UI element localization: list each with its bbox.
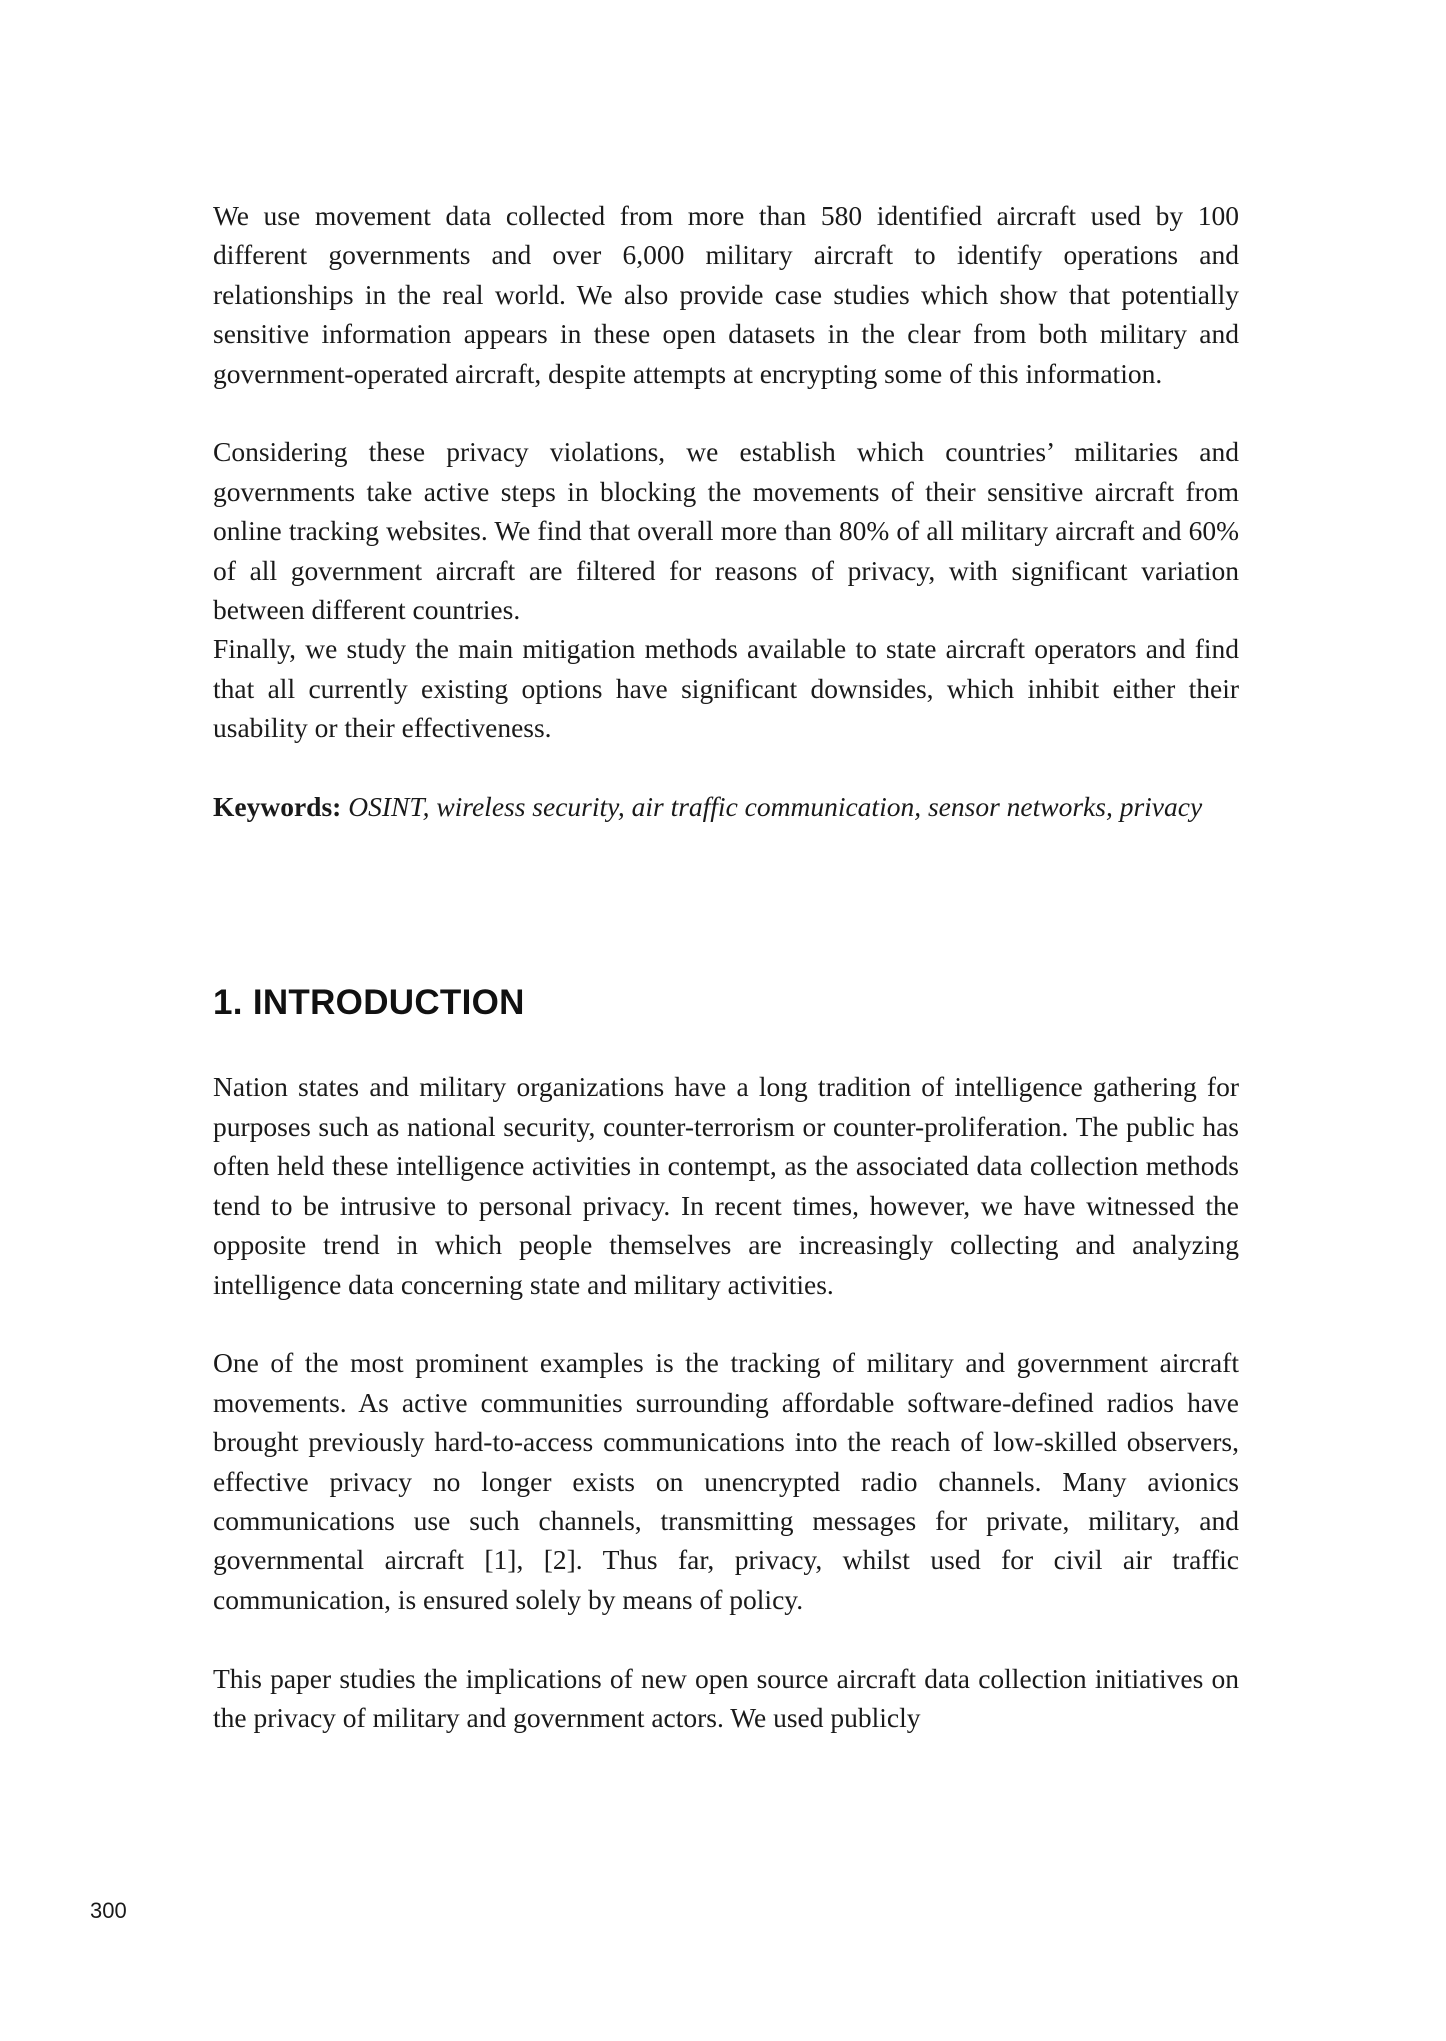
abstract-paragraph-2: Considering these privacy violations, we establish which countries’ militaries and governments take active steps in blocking the movements of their sensitive aircraft from online tracking websites. We find that overall more than 80% of all military aircraft and 60% of all government aircraft are filtered for reasons of privacy, with significant variation between different countries. [213,436,1239,626]
section-heading-introduction: 1. INTRODUCTION [213,983,525,1023]
introduction-paragraph-1: Nation states and military organizations have a long tradition of intelligence gathering for purposes such as national security, counter-terrorism or counter-proliferation. The public has often held these intelligence activities in contempt, as the associated data collection methods tend to be intrusive to personal privacy. In recent times, however, we have witnessed the opposite trend in which people themselves are increasingly collecting and analyzing intelligence data concerning state and military activities. [213,1071,1239,1300]
introduction-paragraph-3: This paper studies the implications of new open source aircraft data collection initiatives on the privacy of military and government actors. We used publicly [213,1662,1239,1733]
keywords-label: Keywords: [213,791,342,823]
abstract-paragraph-1: We use movement data collected from more than 580 identified aircraft used by 100 different governments and over 6,000 military aircraft to identify operations and relationships in the real world. We also provide case studies which show that potentially sensitive information appears in these open datasets in the clear from both military and government-operated aircraft, despite attempts at encrypting some of this information. [213,200,1239,389]
text-column [213,196,1239,1737]
introduction-paragraph-2: One of the most prominent examples is the tracking of military and government aircraft movements. As active communities surrounding affordable software-defined radios have brought previously hard-to-access communications into the reach of low-skilled observers, effective privacy no longer exists on unencrypted radio channels. Many avionics communications use such channels, transmitting messages for private, military, and governmental aircraft [1], [2]. Thus far, privacy, whilst used for civil air traffic communication, is ensured solely by means of policy. [213,1347,1239,1615]
keywords-list: OSINT, wireless security, air traffic communication, sensor networks, privacy [348,791,1203,823]
page-number: 300 [90,1898,127,1923]
abstract-paragraph-3: Finally, we study the main mitigation methods available to state aircraft operators and find that all currently existing options have significant downsides, which inhibit either their usability or their effectiveness. [213,633,1239,744]
keywords-line [213,787,1239,826]
